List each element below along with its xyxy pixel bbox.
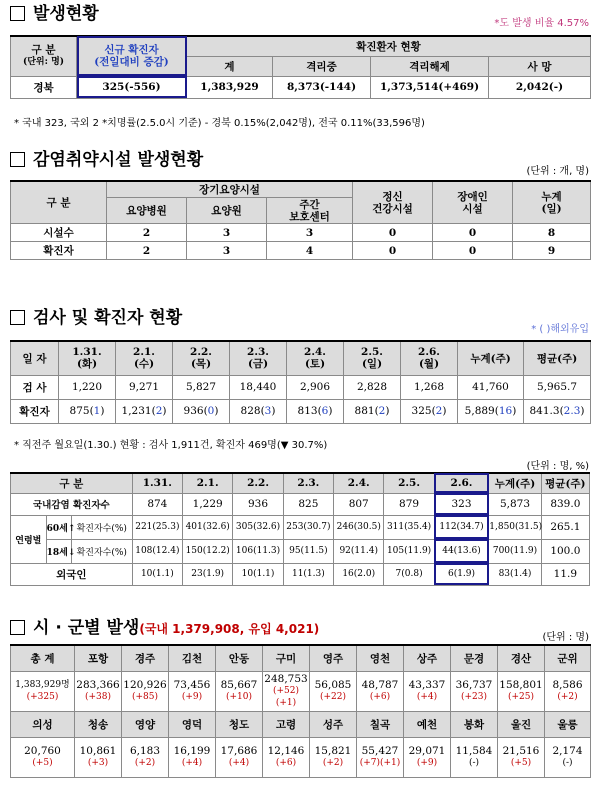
row-gyeongbuk-label: 경북 — [11, 76, 77, 98]
city-names-row-1: 총 계 포항 경주 김천 안동 구미 영주 영천 상주 문경 경산 군위 — [11, 645, 591, 671]
foreigner-row: 외국인 10(1.1) 23(1.9) 10(1.1) 11(1.3) 16(2.0) 7(0.8) 6(1.9) 83(1.4) 11.9 — [11, 563, 590, 585]
header-daycare: 주간 보호센터 — [267, 198, 353, 224]
occurrence-table — [10, 35, 591, 99]
header-date: 일 자 — [11, 341, 59, 375]
fatality-footnote: * 국내 323, 국외 2 *치명률(2.5.0시 기준) - 경북 0.15%(2,042명), 전국 0.11%(33,596명) — [14, 118, 425, 129]
header-average-week: 평균(주) — [524, 341, 591, 375]
checkbox-square-icon — [10, 310, 25, 325]
section-occurrence-title: 발생현황 — [10, 4, 99, 24]
header-gubun: 구 분 (단위: 명) — [11, 36, 77, 76]
section-test-title: 검사 및 확진자 현황 — [10, 308, 182, 328]
header-cumulative-week: 누계(주) — [458, 341, 524, 375]
tests-row: 검 사 1,220 9,271 5,827 18,440 2,906 2,828 1,268 41,760 5,965.7 — [11, 375, 591, 399]
checkbox-square-icon — [10, 6, 25, 21]
header-isolation: 격리중 — [273, 56, 371, 76]
new-cases-value: 325(-556) — [77, 76, 187, 98]
table-row: 확진자 2 3 4 0 0 9 — [11, 242, 591, 260]
section-city-title: 시 · 군별 발생(국내 1,379,908, 유입 4,021) — [10, 618, 319, 639]
table-row: 시설수 2 3 3 0 0 8 — [11, 224, 591, 242]
age-table-wrap — [10, 472, 590, 586]
header-nursing-hospital: 요양병원 — [107, 198, 187, 224]
checkbox-square-icon — [10, 620, 25, 635]
overseas-note: * ( )해외유입 — [531, 324, 589, 335]
occurrence-table-wrap — [10, 35, 590, 99]
domestic-row: 국내감염 확진자수 874 1,229 936 825 807 879 323 5,873 839.0 — [11, 493, 590, 515]
city-values-row-1: 1,383,929명 (+325) 283,366 (+38) 120,926 (+85) 73,456 (+9) 85,667 (+10) 248,753 (+52)(+1) 56,085 (+22) 48,787 (+6) 43,337 (+4) 36,737 (+23) 158,801 (+25) 8,586 (+2) — [11, 671, 591, 711]
header-total: 계 — [187, 56, 273, 76]
city-table — [10, 644, 591, 778]
header-death: 사 망 — [489, 56, 591, 76]
header-nursing-home: 요양원 — [187, 198, 267, 224]
vulnerable-table — [10, 180, 591, 260]
city-names-row-2: 의성 청송 영양 영덕 청도 고령 성주 칠곡 예천 봉화 울진 울릉 — [11, 711, 591, 737]
age18-row: 18세↓ 확진자수(%) 108(12.4) 150(12.2) 106(11.3) 95(11.5) 92(11.4) 105(11.9) 44(13.6) 700(11.9) 100.0 — [11, 539, 590, 563]
section-vulnerable-title: 감염취약시설 발생현황 — [10, 150, 203, 170]
age-unit: (단위 : 명, %) — [526, 461, 589, 472]
province-ratio-note: *도 발생 비율 4.57% — [494, 18, 589, 29]
header-confirmed-status: 확진환자 현황 — [187, 36, 591, 56]
city-table-wrap — [10, 644, 590, 778]
test-table-wrap — [10, 340, 590, 424]
death-value: 2,042(-) — [489, 76, 591, 98]
header-long-term-care: 장기요양시설 — [107, 181, 353, 198]
header-gubun: 구 분 — [11, 473, 133, 493]
total-value: 1,383,929 — [187, 76, 273, 98]
header-disabled: 장애인 시설 — [433, 181, 513, 224]
city-values-row-2: 20,760 (+5) 10,861 (+3) 6,183 (+2) 16,199 (+4) 17,686 (+4) 12,146 (+6) 15,821 (+2) 55,427 (+7)(+1) 29,071 (+9) 11,584 (-) 21,516 (+5) 2,174 (-) — [11, 737, 591, 777]
header-cumulative: 누계 (일) — [513, 181, 591, 224]
age60-row: 연령별 60세↑ 확진자수(%) 221(25.3) 401(32.6) 305(32.6) 253(30.7) 246(30.5) 311(35.4) 112(34.7) 1,850(31.5) 265.1 — [11, 515, 590, 539]
city-unit: (단위 : 명) — [542, 632, 589, 643]
checkbox-square-icon — [10, 152, 25, 167]
header-gubun: 구 분 — [11, 181, 107, 224]
vulnerable-unit: (단위 : 개, 명) — [526, 166, 589, 177]
test-table: 일 자 1.31. (화) 2.1. (수) 2.2. (목) 2.3. (금) 2.4. (토) 2.5. (일) 2.6. (월) 누계(주) 평균(주) 검 사 1,220 9,271 5,827 18,440 2,906 2,828 1,268 41,760 5,965.7 확진자 875(1) 1,231(2) 936(0) 828(3) 813(6) 881(2) 325(2) 5,889(16) 841.3(2.3) — [10, 340, 591, 424]
isolation-value: 8,373(-144) — [273, 76, 371, 98]
age-table: 구 분 1.31. 2.1. 2.2. 2.3. 2.4. 2.5. 2.6. 누계(주) 평균(주) 국내감염 확진자수 874 1,229 936 825 807 879 323 5,873 839.0 연령별 60세↑ 확진자수(%) 221(25.3) 401(32.6) 305(32.6) 253(30.7) 246(30.5) 311(35.4) 112(34.7) 1,850(31.5) 265.1 18세↓ 확진자수(%) 108(12.4) 150(12.2) 106(11.3) 95(11.5) 92(11.4) 105(11.9) 44(13.6) 700(11.9) 100.0 외국인 10(1.1) 23(1.9) 10(1.1) 11(1.3) 16(2.0) 7(0.8) 6(1.9) 83(1.4) 11.9 — [10, 472, 590, 586]
released-value: 1,373,514(+469) — [371, 76, 489, 98]
vulnerable-table-wrap — [10, 180, 590, 260]
previous-week-footnote: * 직전주 월요일(1.30.) 현황 : 검사 1,911건, 확진자 469명(▼ 30.7%) — [14, 440, 328, 451]
header-released: 격리해제 — [371, 56, 489, 76]
confirmed-row: 확진자 875(1) 1,231(2) 936(0) 828(3) 813(6) 881(2) 325(2) 5,889(16) 841.3(2.3) — [11, 399, 591, 423]
header-new-cases: 신규 확진자 (전일대비 증감) — [77, 36, 187, 76]
header-mental-health: 정신 건강시설 — [353, 181, 433, 224]
